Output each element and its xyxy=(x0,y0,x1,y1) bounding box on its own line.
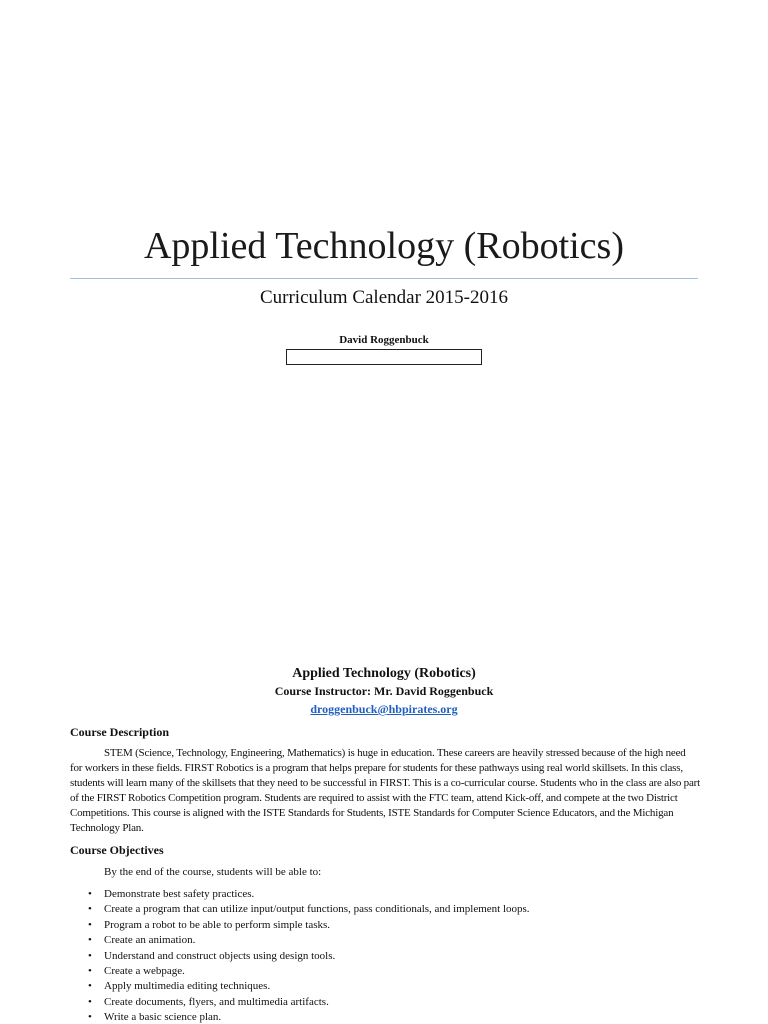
list-item: • Create documents, flyers, and multimedia artifacts. xyxy=(88,995,530,1010)
list-item: • Write a basic science plan. xyxy=(88,1010,530,1024)
course-instructor: Course Instructor: Mr. David Roggenbuck xyxy=(274,684,494,698)
document-subtitle: Curriculum Calendar 2015-2016 xyxy=(259,287,508,308)
list-item: • Create an animation. xyxy=(88,933,530,948)
list-item: • Program a robot to be able to perform simple tasks. xyxy=(88,918,530,933)
list-item: • Understand and construct objects using design tools. xyxy=(88,949,530,964)
course-description-text: STEM (Science, Technology, Engineering, Mathematics) is huge in education. These careers are heavily stressed because of the high need for workers in these fields. FIRST Robotics is a program that helps prepare for students for these pathways using real world skillsets. In this class, students will learn many of the skillsets that they need to be successful in FIRST. This is a co-curricular course. Students who in the class are also part of the FIRST Robotics Competition program. Students are required to assist with the FTC team, attend Kick-off, and compete at the two District Competitions. This course is aligned with the ISTE Standards for Students, ISTE Standards for Computer Science Educators, and the Michigan Technology Plan. xyxy=(70,747,700,834)
course-objectives-intro: By the end of the course, students will be able to: xyxy=(104,866,322,878)
author-name: David Roggenbuck xyxy=(339,334,429,346)
course-description-heading: Course Description xyxy=(70,725,169,739)
document-title: Applied Technology (Robotics) xyxy=(143,225,624,267)
list-item: • Demonstrate best safety practices. xyxy=(88,887,530,902)
list-item: • Apply multimedia editing techniques. xyxy=(88,979,530,994)
course-objectives-heading: Course Objectives xyxy=(70,843,164,857)
course-name: Applied Technology (Robotics) xyxy=(292,666,476,681)
list-item: • Create a program that can utilize input/output functions, pass conditionals, and implement loops. xyxy=(88,902,530,917)
instructor-email-link[interactable]: droggenbuck@hbpirates.org xyxy=(310,702,458,716)
course-header xyxy=(0,664,768,718)
course-objectives-list xyxy=(88,887,530,1024)
list-item: • Create a webpage. xyxy=(88,964,530,979)
author-info-box xyxy=(286,349,482,365)
title-divider xyxy=(70,278,698,279)
